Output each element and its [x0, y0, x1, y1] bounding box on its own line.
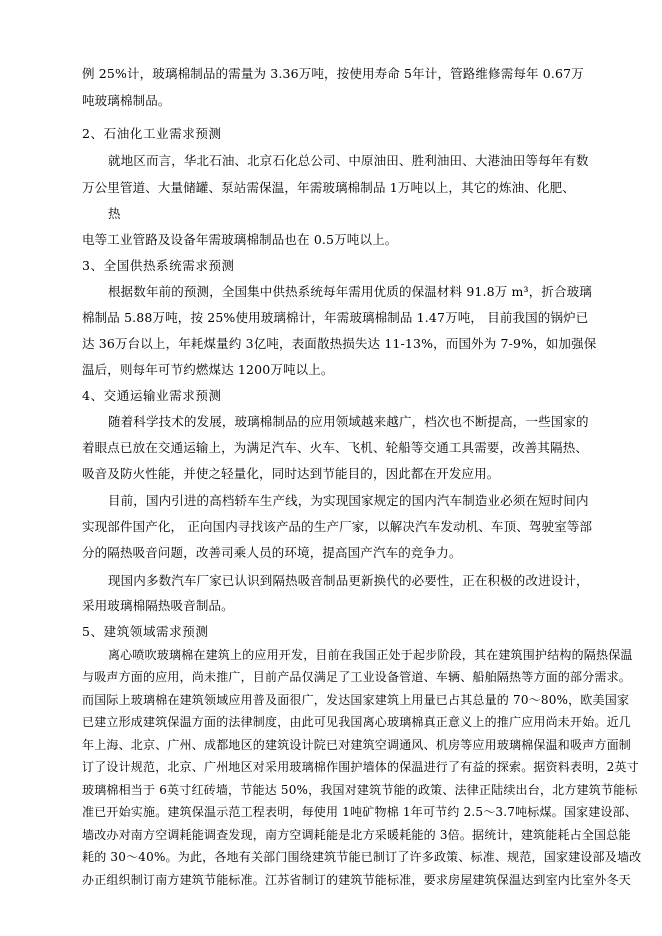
text-line: 随着科学技术的发展，玻璃棉制品的应用领域越来越广，档次也不断提高，一些国家的	[108, 414, 589, 429]
section-heading: 2、石油化工业需求预测	[82, 126, 222, 141]
text-line: 热	[108, 206, 121, 221]
text-line: 现国内多数汽车厂家已认识到隔热吸音制品更新换代的必要性，正在积极的改进设计，	[108, 573, 589, 588]
text-line: 温后，则每年可节约燃煤达 1200万吨以上。	[82, 362, 334, 377]
text-line: 而国际上玻璃棉在建筑领域应用普及面很广，发达国家建筑上用量已占其总量的 70～80%，欧美国家	[82, 693, 630, 707]
text-line: 离心喷吹玻璃棉在建筑上的应用开发，目前在我国正处于起步阶段，其在建筑围护结构的隔热保温	[108, 648, 633, 662]
text-line: 电等工业管路及设备年需玻璃棉制品也在 0.5万吨以上。	[82, 232, 398, 247]
section-heading: 5、建筑领域需求预测	[82, 624, 209, 639]
text-line: 吸音及防火性能，并使之轻量化，同时达到节能目的，因此都在开发应用。	[82, 466, 500, 481]
text-line: 实现部件国产化， 正向国内寻找该产品的生产厂家，以解决汽车发动机、车顶、驾驶室等部	[82, 519, 593, 534]
text-line: 与吸声方面的应用，尚未推广，目前产品仅满足了工业设备管道、车辆、船舶隔热等方面的部分需求。	[82, 670, 632, 684]
text-line: 吨玻璃棉制品。	[82, 93, 171, 108]
text-line: 例 25%计，玻璃棉制品的需量为 3.36万吨，按使用寿命 5年计，管路维修需每年 0.67万	[82, 66, 584, 81]
text-line: 办正组织制订南方建筑节能标准。江苏省制订的建筑节能标准，要求房屋建筑保温达到室内比室外冬天	[82, 873, 632, 887]
text-line: 分的隔热吸音问题，改善司乘人员的环境，提高国产汽车的竞争力。	[82, 545, 462, 560]
text-line: 万公里管道、大量储罐、泵站需保温，年需玻璃棉制品 1万吨以上，其它的炼油、化肥、	[82, 180, 575, 195]
text-line: 订了设计规范，北京、广州地区对采用玻璃棉作围护墙体的保温进行了有益的探索。据资料表明，2英寸	[82, 760, 639, 774]
text-line: 墙改办对南方空调耗能调查发现，南方空调耗能是北方采暖耗能的 3倍。据统计，建筑能耗占全国总能	[82, 828, 631, 842]
section-heading: 3、全国供热系统需求预测	[82, 258, 235, 273]
text-line: 耗的 30～40%。为此，各地有关部门围绕建筑节能已制订了许多政策、标准、规范，国家建设部及墙改	[82, 850, 642, 864]
text-line: 根据数年前的预测，全国集中供热系统每年需用优质的保温材料 91.8万 m³，折合玻璃	[108, 284, 592, 299]
text-line: 已建立形成建筑保温方面的法律制度，由此可见我国离心玻璃棉真正意义上的推广应用尚未开始。近几	[82, 715, 632, 729]
text-line: 年上海、北京、广州、成都地区的建筑设计院已对建筑空调通风、机房等应用玻璃棉保温和吸声方面制	[82, 738, 632, 752]
text-line: 达 36万台以上，年耗煤量约 3亿吨，表面散热损失达 11-13%，而国外为 7-9%，如加强保	[82, 336, 597, 351]
text-line: 着眼点已放在交通运输上，为满足汽车、火车、飞机、轮船等交通工具需要，改善其隔热、	[82, 440, 589, 455]
section-heading: 4、交通运输业需求预测	[82, 388, 222, 403]
text-line: 就地区而言，华北石油、北京石化总公司、中原油田、胜利油田、大港油田等每年有数	[108, 153, 589, 168]
text-line: 采用玻璃棉隔热吸音制品。	[82, 598, 234, 613]
text-line: 目前，国内引进的高档轿车生产线，为实现国家规定的国内汽车制造业必须在短时间内	[108, 493, 589, 508]
text-line: 准已开始实施。建筑保温示范工程表明，每使用 1吨矿物棉 1年可节约 2.5～3.7吨标煤。国家建设部、	[82, 805, 638, 819]
text-line: 棉制品 5.88万吨，按 25%使用玻璃棉计，年需玻璃棉制品 1.47万吨， 目前我国的锅炉已	[82, 310, 589, 325]
text-line: 玻璃棉相当于 6英寸红砖墙，节能达 50%，我国对建筑节能的政策、法律正陆续出台，北方建筑节能标	[82, 783, 638, 797]
